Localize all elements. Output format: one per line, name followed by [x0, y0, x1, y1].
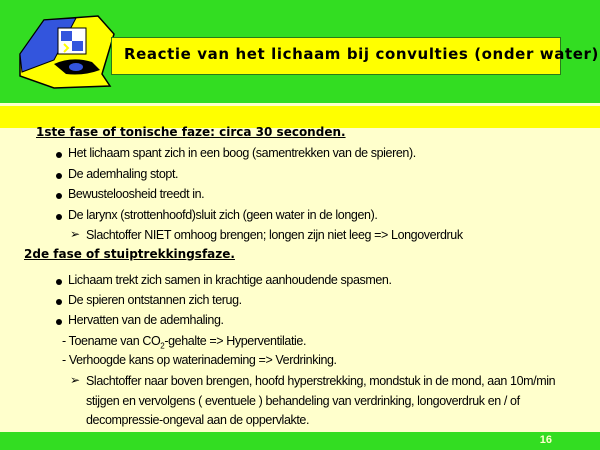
bullet-icon [56, 214, 62, 220]
phase2-action-line-2: stijgen en vervolgens ( eventuele ) behandeling van verdrinking, longoverdruk en / of [86, 394, 520, 408]
phase1-bullet-3: Bewusteloosheid treedt in. [68, 187, 205, 201]
phase2-action-line-1: Slachtoffer naar boven brengen, hoofd hyperstrekking, mondstuk in de mond, aan 10m/min [86, 374, 556, 388]
phase2-bullet-3: Hervatten van de ademhaling. [68, 313, 224, 327]
footer-band [0, 432, 600, 450]
page-number: 16 [539, 434, 552, 446]
phase2-bullet-1: Lichaam trekt zich samen in krachtige aanhoudende spasmen. [68, 273, 392, 287]
slide-title: Reactie van het lichaam bij convulties (onder water) [124, 45, 599, 63]
arrow-icon: ➢ [70, 227, 81, 241]
phase2-heading: 2de fase of stuiptrekkingsfaze. [24, 247, 235, 261]
bullet-icon [56, 279, 62, 285]
phase2-dash-2: - Verhoogde kans op waterinademing => Verdrinking. [62, 353, 337, 367]
arrow-icon: ➢ [70, 373, 81, 387]
phase1-bullet-2: De ademhaling stopt. [68, 167, 179, 181]
phase1-bullet-1: Het lichaam spant zich in een boog (samentrekken van de spieren). [68, 146, 416, 160]
bullet-icon [56, 152, 62, 158]
bullet-icon [56, 319, 62, 325]
bullet-icon [56, 193, 62, 199]
bullet-icon [56, 173, 62, 179]
title-bar [111, 37, 599, 75]
bullet-icon [56, 299, 62, 305]
phase1-heading: 1ste fase of tonische faze: circa 30 seconden. [36, 125, 346, 139]
phase2-action-line-3: decompressie-ongeval aan de oppervlakte. [86, 413, 310, 427]
phase1-action: Slachtoffer NIET omhoog brengen; longen zijn niet leeg => Longoverdruk [86, 228, 463, 242]
diving-club-logo [14, 14, 118, 90]
phase2-bullet-2: De spieren ontstannen zich terug. [68, 293, 242, 307]
phase2-dash-1: - Toename van $CO_2$-gehalte => Hyperventilatie. [62, 334, 307, 351]
phase1-bullet-4: De larynx (strottenhoofd)sluit zich (geen water in de longen). [68, 208, 378, 222]
